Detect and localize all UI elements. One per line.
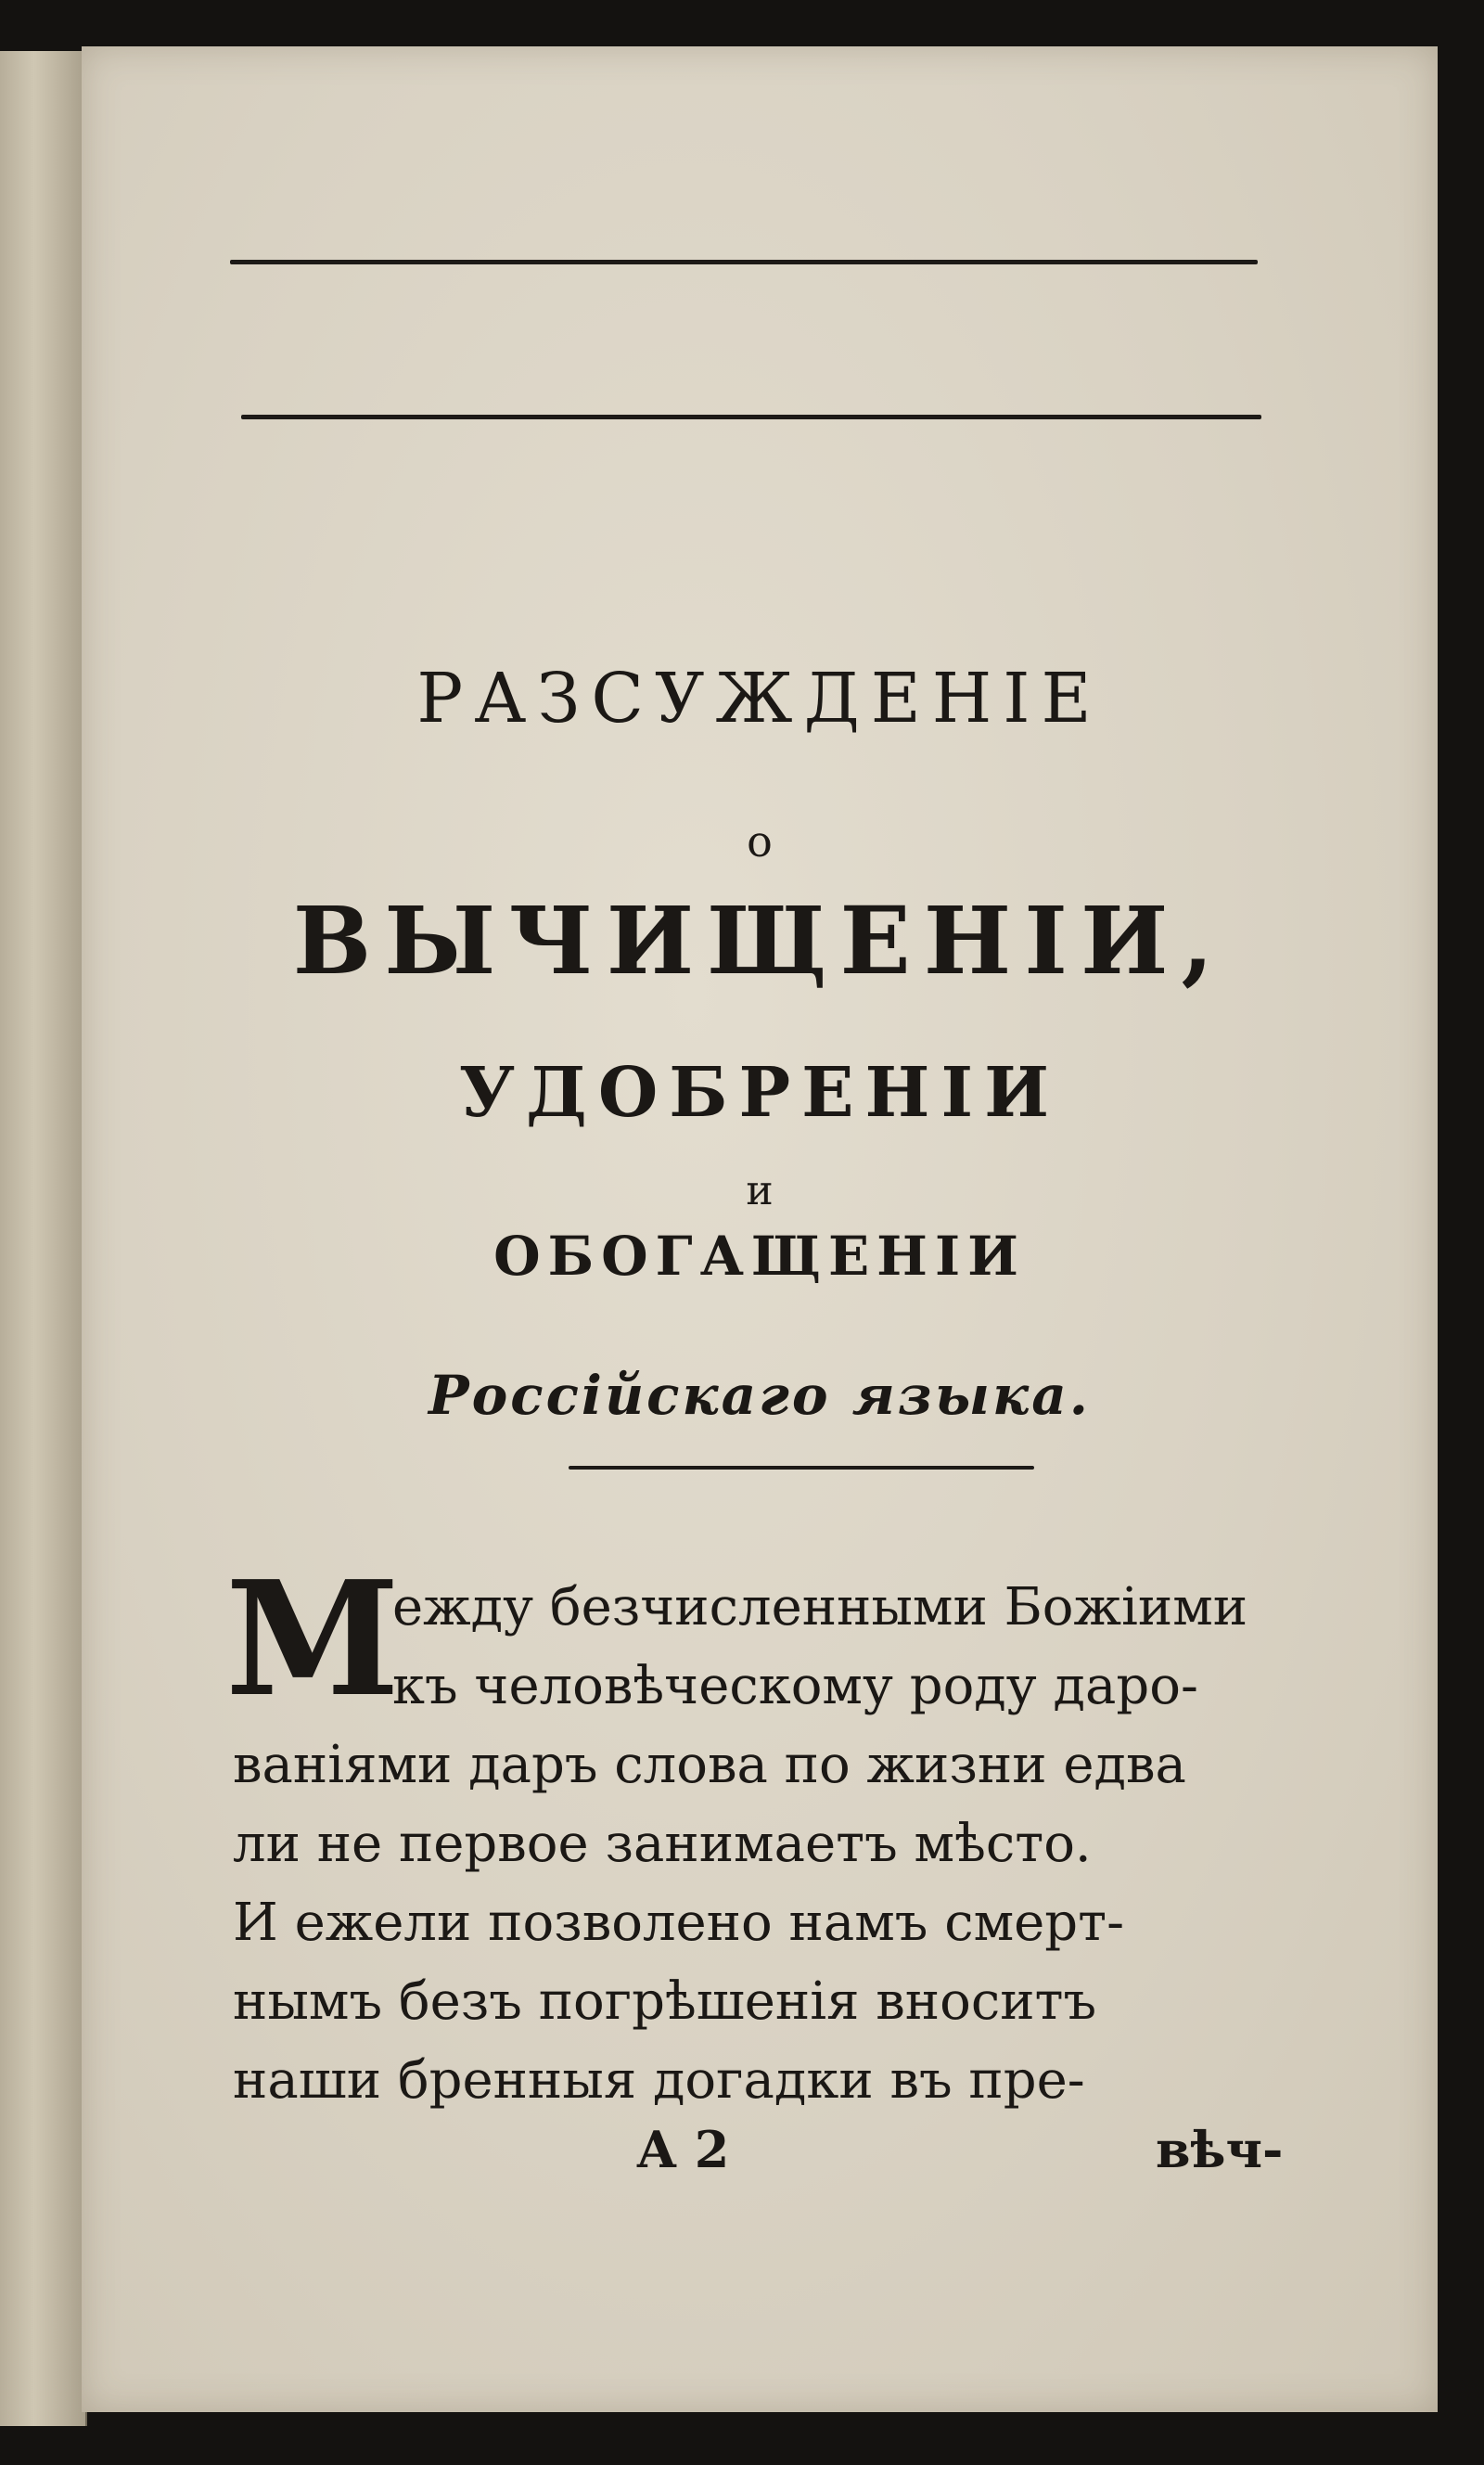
title-line-2: о [747, 816, 773, 867]
catchword: вѣч- [1156, 2120, 1284, 2179]
title-line-1: РАЗСУЖДЕНІЕ [416, 659, 1103, 738]
title-line-7: Россійскаго языка. [428, 1364, 1091, 1427]
section-rule [569, 1466, 1034, 1470]
body-line: И ежели позволено намъ смерт- [233, 1893, 1125, 1953]
book-left-edge [0, 51, 87, 2426]
body-line: нымъ безъ погрѣшенія вноситъ [233, 1971, 1097, 2032]
second-rule [241, 415, 1261, 419]
title-line-4: УДОБРЕНІИ [458, 1053, 1061, 1133]
drop-cap: М [225, 1547, 401, 1732]
signature-mark: А 2 [636, 2120, 730, 2179]
book-page [82, 46, 1438, 2412]
title-line-6: ОБОГАЩЕНІИ [493, 1225, 1026, 1288]
body-line: ежду безчисленными Божіими [392, 1577, 1248, 1637]
body-line: къ человѣческому роду даро- [392, 1656, 1198, 1716]
body-line: ваніями даръ слова по жизни едва [233, 1735, 1186, 1795]
title-line-5: и [746, 1167, 774, 1214]
title-line-3: ВЫЧИЩЕНІИ, [292, 886, 1227, 995]
body-line: ли не первое занимаетъ мѣсто. [233, 1814, 1092, 1874]
body-line: наши бренныя догадки въ пре- [233, 2050, 1085, 2111]
top-rule [230, 260, 1258, 264]
body-paragraph [225, 1547, 1376, 2120]
